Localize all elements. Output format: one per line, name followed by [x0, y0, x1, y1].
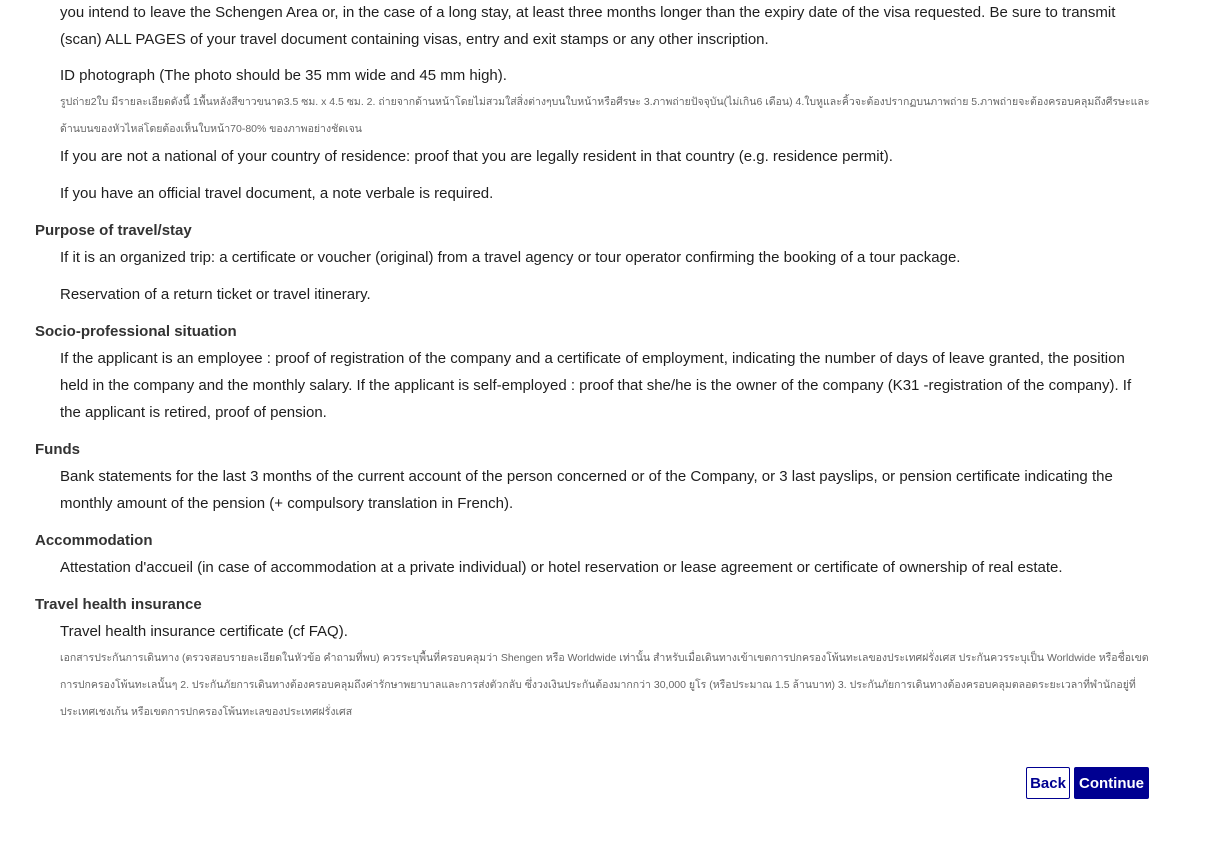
- back-button[interactable]: Back: [1026, 767, 1070, 799]
- photo-requirement: ID photograph (The photo should be 35 mm wide and 45 mm high).: [60, 67, 507, 84]
- section-heading-accommodation: Accommodation: [35, 532, 153, 549]
- purpose-item-organized-trip: If it is an organized trip: a certificate or voucher (original) from a travel agency or tour operator confirming the booking of a tour package.: [60, 249, 961, 266]
- accommodation-item: Attestation d'accueil (in case of accommodation at a private individual) or hotel reservation or lease agreement or certificate of ownership of real estate.: [60, 559, 1063, 576]
- section-heading-socio-professional: Socio-professional situation: [35, 323, 237, 340]
- form-actions: [1026, 767, 1149, 799]
- purpose-item-return-ticket: Reservation of a return ticket or travel itinerary.: [60, 286, 371, 303]
- photo-note-thai: รูปถ่าย2ใบ มีรายละเอียดดังนี้ 1พื้นหลังสีขาวขนาด3.5 ซม. x 4.5 ซม. 2. ถ่ายจากด้านหน้าโดยไม่สวมใส่สิ่งต่างๆบนใบหน้าหรือศีรษะ 3.ภาพถ่ายปัจจุบัน(ไม่เกิน6 เดือน) 4.ใบหูและคิ้วจะต้องปรากฏบนภาพถ่าย 5.ภาพถ่ายจะต้องครอบคลุมถึงศีรษะและด้านบนของหัวไหล่โดยต้องเห็นใบหน้า70-80% ของภาพอย่างชัดเจน: [60, 96, 1150, 135]
- travel-document-paragraph: you intend to leave the Schengen Area or, in the case of a long stay, at least three months longer than the expiry date of the visa requested. Be sure to transmit (scan) ALL PAGES of your travel document containing visas, entry and exit stamps or any other inscription.: [60, 4, 1116, 48]
- funds-item: Bank statements for the last 3 months of the current account of the person concerned or of the Company, or 3 last payslips, or pension certificate indicating the monthly amount of the pension (+ compulsory translation in French).: [60, 468, 1113, 512]
- socio-professional-item: If the applicant is an employee : proof of registration of the company and a certificate of employment, indicating the number of days of leave granted, the position held in the company and the monthly salary. If the applicant is self-employed : proof that she/he is the owner of the company (K31 -registration of the company). If the applicant is retired, proof of pension.: [60, 350, 1132, 421]
- section-heading-travel-health-insurance: Travel health insurance: [35, 596, 202, 613]
- continue-button[interactable]: Continue: [1074, 767, 1149, 799]
- section-heading-funds: Funds: [35, 441, 80, 458]
- insurance-item: Travel health insurance certificate (cf FAQ).: [60, 623, 348, 640]
- section-heading-purpose: Purpose of travel/stay: [35, 222, 192, 239]
- residence-requirement: If you are not a national of your country of residence: proof that you are legally resident in that country (e.g. residence permit).: [60, 148, 893, 165]
- insurance-note-thai: เอกสารประกันการเดินทาง (ตรวจสอบรายละเอียดในหัวข้อ คำถามที่พบ) ควรระบุพื้นที่ครอบคลุมว่า Shengen หรือ Worldwide เท่านั้น สำหรับเมื่อเดินทางเข้าเขตการปกครองโพ้นทะเลของประเทศฝรั่งเศส ประกันควรระบุเป็น Worldwide หรือชื่อเขตการปกครองโพ้นทะเลนั้นๆ 2. ประกันภัยการเดินทางต้องครอบคลุมถึงค่ารักษาพยาบาลและการส่งตัวกลับ ซึ่งวงเงินประกันต้องมากกว่า 30,000 ยูโร (หรือประมาณ 1.5 ล้านบาท) 3. ประกันภัยการเดินทางต้องครอบคลุมตลอดระยะเวลาที่พำนักอยู่ที่ประเทศเชงเก้น หรือเขตการปกครองโพ้นทะเลของประเทศฝรั่งเศส: [60, 652, 1149, 718]
- official-travel-requirement: If you have an official travel document, a note verbale is required.: [60, 185, 494, 202]
